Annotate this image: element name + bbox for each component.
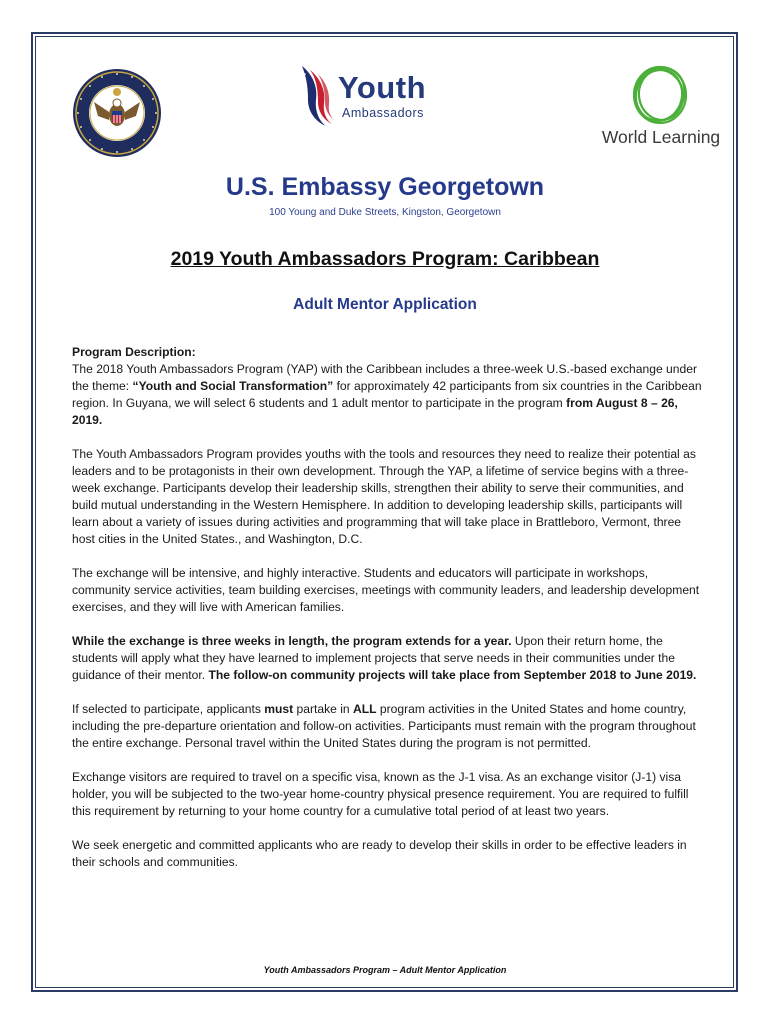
paragraph-program-description <box>72 344 704 429</box>
p4-bold-a: While the exchange is three weeks in length, the program extends for a year. <box>72 634 512 648</box>
paragraph-overview: The Youth Ambassadors Program provides youths with the tools and resources they need to realize their potential as leaders and to be protagonists in their own development. Through the YAP, a lifetime of service begins with a three-week exchange. Participants develop their leadership skills, strengthen their ability to serve their communities, and build mutual understanding in the Western Hemisphere. In addition to developing leadership skills, participants will learn about a variety of issues during activities and programming that will take place in Brattleboro, Vermont, three host cities in the United States., and Washington, D.C. <box>72 447 696 546</box>
program-description-label: Program Description: <box>72 345 196 359</box>
yap-logo-subtitle: Ambassadors <box>342 106 424 120</box>
embassy-title: U.S. Embassy Georgetown <box>225 173 545 201</box>
world-learning-circle-icon <box>628 64 692 126</box>
p4-text-b: Upon their return home, the students will apply what they have learned to implement projects that serve needs in their communities under the guidance of their mentor. <box>72 634 675 682</box>
paragraph-duration <box>72 633 704 684</box>
p5-text-a: If selected to participate, applicants <box>72 702 265 716</box>
world-learning-logo <box>598 64 724 154</box>
yap-logo-title: Youth <box>338 70 427 105</box>
application-title: Adult Mentor Application <box>293 296 477 313</box>
p5-text-e: program activities in the United States and home country, including the pre-departure orientation and follow-on activities. Participants must remain with the program throughout the entire exchange. Personal travel within the United States during the program is not permitted. <box>72 702 696 750</box>
youth-ambassadors-logo <box>296 64 446 128</box>
paragraph-requirements <box>72 701 704 752</box>
p1-theme: “Youth and Social Transformation” <box>132 379 334 393</box>
p5-text-c: partake in <box>293 702 354 716</box>
p1-dates: from August 8 – 26, 2019. <box>72 396 678 427</box>
p4-bold-c: The follow-on community projects will take place from September 2018 to June 2019. <box>208 668 697 682</box>
program-description <box>72 344 704 888</box>
program-title: 2019 Youth Ambassadors Program: Caribbean <box>170 248 600 270</box>
p5-all: ALL <box>353 702 377 716</box>
embassy-address: 100 Young and Duke Streets, Kingston, Georgetown <box>269 207 501 218</box>
page-footer: Youth Ambassadors Program – Adult Mentor Application <box>263 965 507 975</box>
p1-text-c: for approximately 42 participants from six countries in the Caribbean region. In Guyana, we will select 6 students and 1 adult mentor to participate in the program <box>72 379 702 410</box>
p5-must: must <box>264 702 294 716</box>
p1-text-a: The 2018 Youth Ambassadors Program (YAP) with the Caribbean includes a three-week U.S.-based exchange under the theme: <box>72 362 697 393</box>
world-learning-name: World Learning <box>601 127 721 147</box>
paragraph-seek: We seek energetic and committed applicants who are ready to develop their skills in order to be effective leaders in their schools and communities. <box>72 838 687 869</box>
paragraph-visa: Exchange visitors are required to travel on a specific visa, known as the J-1 visa. As an exchange visitor (J-1) visa holder, you will be subjected to the two-year home-country physical presence requirement. You are required to fulfill this requirement by returning to your home country for a cumulative total period of at least two years. <box>72 770 689 818</box>
department-of-state-seal <box>72 68 162 158</box>
paragraph-exchange: The exchange will be intensive, and highly interactive. Students and educators will participate in workshops, community service activities, team building exercises, meetings with community leaders, and leadership development exercises, and they will live with American families. <box>72 566 700 614</box>
flag-swoosh-icon <box>296 64 340 128</box>
